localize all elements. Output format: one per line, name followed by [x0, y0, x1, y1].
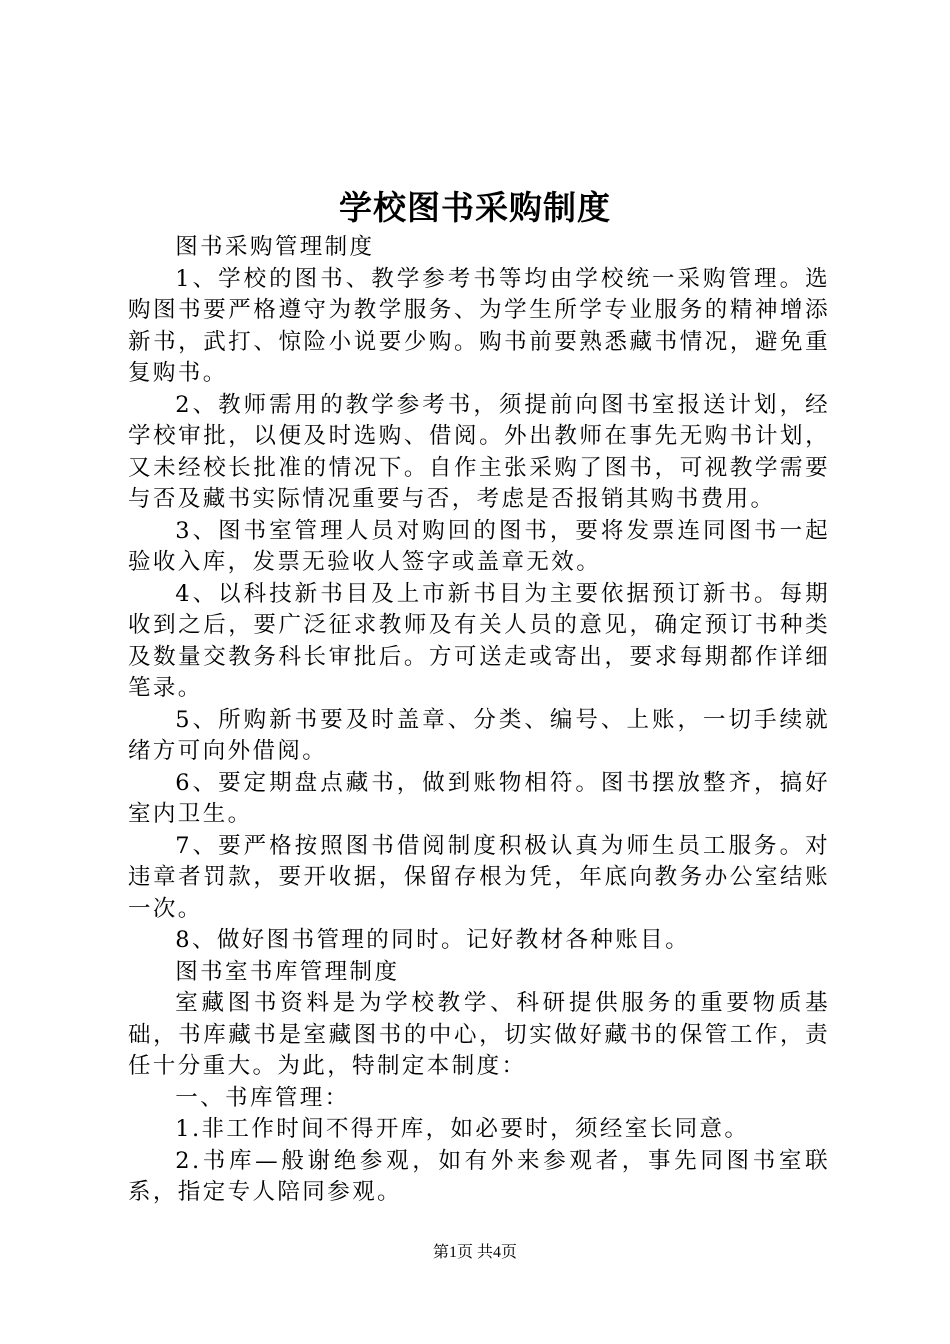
- paragraph: 8、做好图书管理的同时。记好教材各种账目。: [175, 927, 690, 953]
- paragraph: 1.非工作时间不得开库，如必要时，须经室长同意。: [175, 1116, 750, 1142]
- section-heading: 图书室书库管理制度: [175, 958, 400, 985]
- paragraph: 6、要定期盘点藏书，做到账物相符。图书摆放整齐，搞好室内卫生。: [128, 769, 830, 827]
- paragraph: 3、图书室管理人员对购回的图书，要将发票连同图书一起验收入库，发票无验收人签字或盖章无效。: [128, 517, 830, 575]
- paragraph: 2.书库—般谢绝参观，如有外来参观者，事先同图书室联系，指定专人陪同参观。: [128, 1147, 830, 1205]
- paragraph: 2、教师需用的教学参考书，须提前向图书室报送计划，经学校审批，以便及时选购、借阅。外出教师在事先无购书计划，又未经校长批准的情况下。自作主张采购了图书，可视教学需要与否及藏书实际情况重要与否，考虑是否报销其购书费用。: [128, 391, 830, 512]
- paragraph: 5、所购新书要及时盖章、分类、编号、上账，一切手续就绪方可向外借阅。: [128, 706, 830, 764]
- page-footer: 第1页 共4页: [432, 1244, 517, 1261]
- paragraph: 4、以科技新书目及上市新书目为主要依据预订新书。每期收到之后，要广泛征求教师及有关人员的意见，确定预订书种类及数量交教务科长审批后。方可送走或寄出，要求每期都作详细笔录。: [128, 580, 830, 701]
- paragraph: 1、学校的图书、教学参考书等均由学校统一采购管理。选购图书要严格遵守为教学服务、为学生所学专业服务的精神增添新书，武打、惊险小说要少购。购书前要熟悉藏书情况，避免重复购书。: [128, 265, 830, 386]
- subsection-heading: 一、书库管理：: [175, 1084, 350, 1111]
- section-heading: 图书采购管理制度: [175, 234, 375, 260]
- document-body: [128, 232, 830, 1209]
- document-title: 学校图书采购制度: [339, 188, 611, 227]
- paragraph: 7、要严格按照图书借阅制度积极认真为师生员工服务。对违章者罚款，要开收据，保留存根为凭，年底向教务办公室结账一次。: [128, 832, 830, 922]
- paragraph: 室藏图书资料是为学校教学、科研提供服务的重要物质基础，书库藏书是室藏图书的中心，切实做好藏书的保管工作，责任十分重大。为此，特制定本制度：: [128, 990, 830, 1079]
